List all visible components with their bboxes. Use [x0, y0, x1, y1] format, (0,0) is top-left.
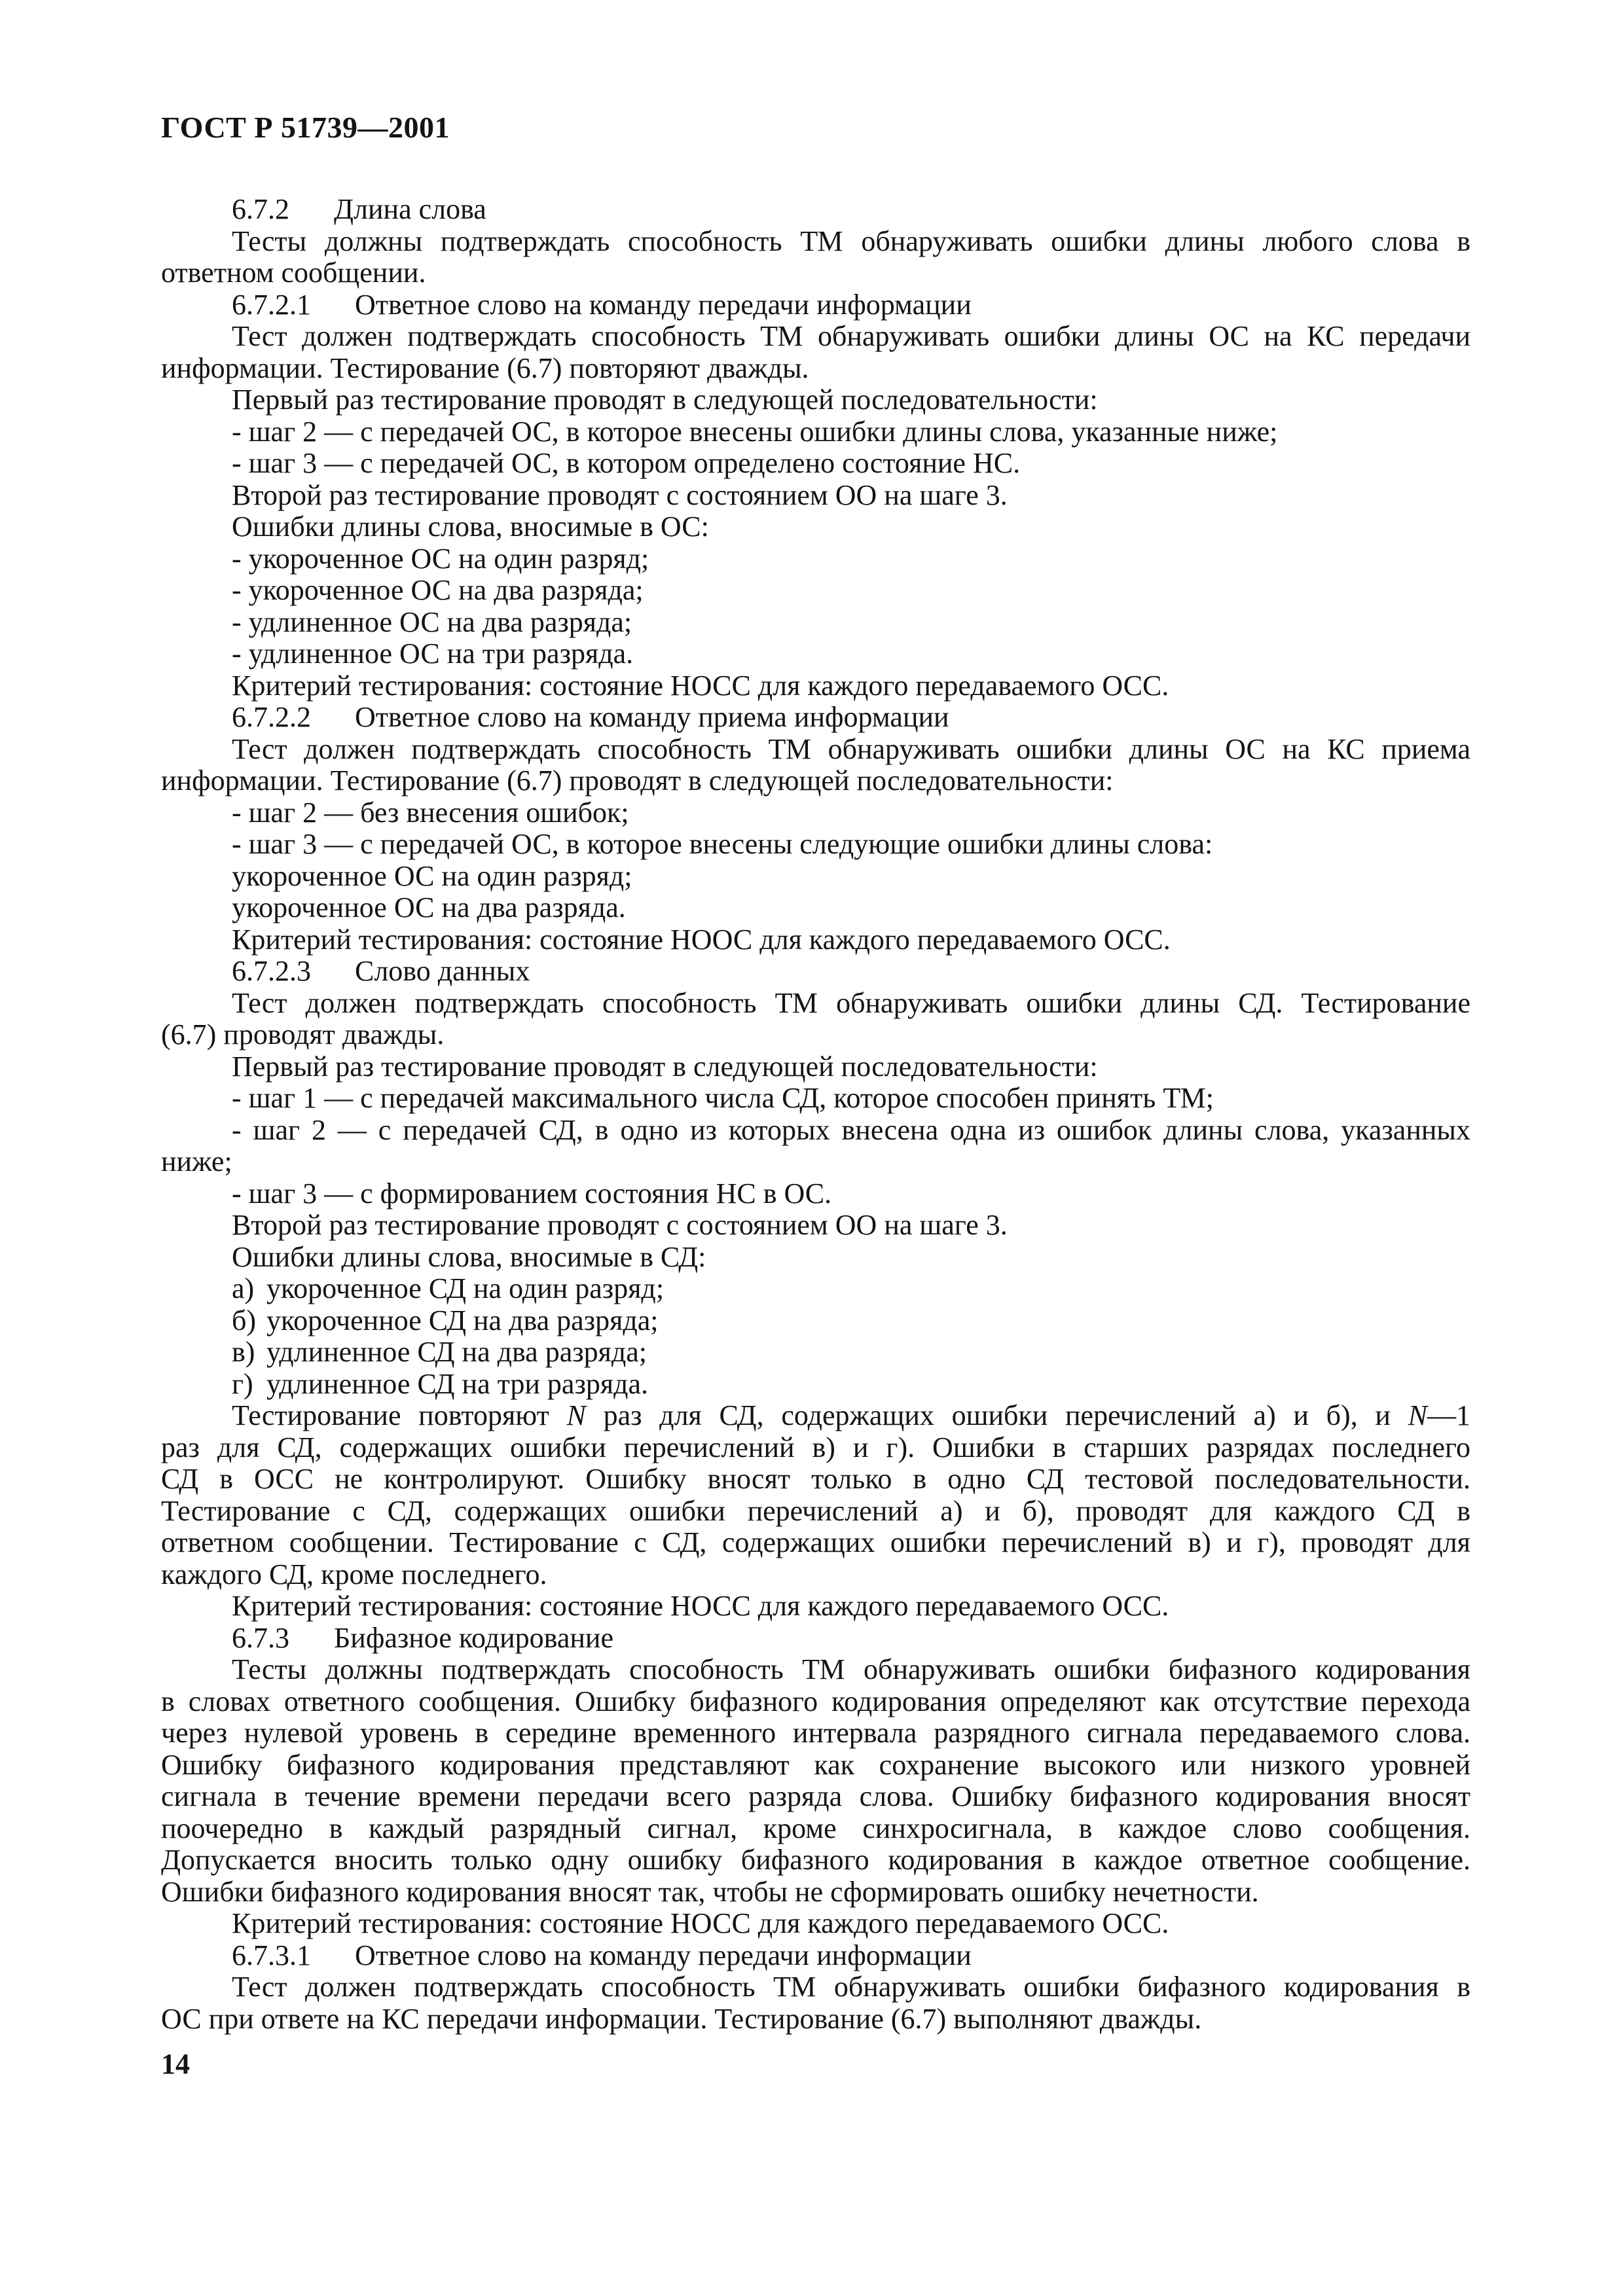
list-item: ниже; [161, 1145, 232, 1177]
list-item: - шаг 1 — с передачей максимального числа СД, которое способен принять ТМ; [232, 1082, 1214, 1114]
paragraph-line: Первый раз тестирование проводят в следующей последовательности: [232, 1050, 1098, 1083]
paragraph-line: Первый раз тестирование проводят в следующей последовательности: [232, 384, 1098, 416]
paragraph-line: Тест должен подтверждать способность ТМ обнаруживать ошибки длины ОС на КС приема [232, 732, 1470, 765]
list-item: - удлиненное ОС на два разряда; [232, 605, 632, 638]
subsection-heading: 6.7.2.2 Ответное слово на команду приема информации [232, 701, 949, 733]
paragraph-line: Тесты должны подтверждать способность ТМ обнаруживать ошибки бифазного кодирования [232, 1653, 1470, 1685]
list-item: укороченное ОС на один разряд; [232, 859, 632, 892]
document-header: ГОСТ Р 51739—2001 [161, 111, 450, 144]
list-item: - укороченное ОС на один разряд; [232, 542, 649, 575]
page-number: 14 [161, 2048, 190, 2080]
list-item: - шаг 2 — с передачей СД, в одно из которых внесена одна из ошибок длины слова, указанных [232, 1113, 1470, 1146]
paragraph-line: СД в ОСС не контролируют. Ошибку вносят только в одно СД тестовой последовательности. [161, 1463, 1470, 1495]
paragraph-line: ответном сообщении. [161, 257, 426, 289]
subsection-heading: 6.7.2.1 Ответное слово на команду передачи информации [232, 288, 972, 321]
paragraph-line: информации. Тестирование (6.7) повторяют дважды. [161, 351, 809, 384]
paragraph-line: сигнала в течение времени передачи всего разряда слова. Ошибку бифазного кодирования вносят [161, 1780, 1470, 1812]
paragraph-line: Второй раз тестирование проводят с состоянием ОО на шаге 3. [232, 1209, 1008, 1241]
section-heading: 6.7.2 Длина слова [232, 193, 486, 225]
subsection-heading: 6.7.3.1 Ответное слово на команду передачи информации [232, 1939, 972, 1971]
paragraph-line: ответном сообщении. Тестирование с СД, содержащих ошибки перечислений в) и г), проводят для [161, 1526, 1470, 1558]
list-item: а) укороченное СД на один разряд; [232, 1272, 665, 1304]
list-item: б) укороченное СД на два разряда; [232, 1304, 659, 1336]
paragraph-line: Ошибки длины слова, вносимые в ОС: [232, 511, 709, 543]
list-item: - укороченное ОС на два разряда; [232, 574, 644, 606]
section-heading: 6.7.3 Бифазное кодирование [232, 1621, 614, 1654]
paragraph-line: Тестирование повторяют N раз для СД, содержащих ошибки перечислений а) и б), и N—1 [232, 1399, 1471, 1431]
paragraph-line: раз для СД, содержащих ошибки перечислений в) и г). Ошибки в старших разрядах последнего [161, 1431, 1470, 1463]
list-item: - удлиненное ОС на три разряда. [232, 637, 634, 670]
paragraph-line: ОС при ответе на КС передачи информации. Тестирование (6.7) выполняют дважды. [161, 2002, 1202, 2035]
paragraph-line: информации. Тестирование (6.7) проводят в следующей последовательности: [161, 764, 1114, 797]
list-item: - шаг 2 — без внесения ошибок; [232, 796, 629, 829]
criterion-line: Критерий тестирования: состояние НОСС для каждого передаваемого ОСС. [232, 669, 1169, 702]
list-item: в) удлиненное СД на два разряда; [232, 1336, 647, 1368]
paragraph-line: Тест должен подтверждать способность ТМ обнаруживать ошибки бифазного кодирования в [232, 1971, 1470, 2003]
criterion-line: Критерий тестирования: состояние НООС для каждого передаваемого ОСС. [232, 923, 1171, 956]
subsection-heading: 6.7.2.3 Слово данных [232, 955, 530, 987]
paragraph-line: Тест должен подтверждать способность ТМ обнаруживать ошибки длины ОС на КС передачи [232, 320, 1470, 352]
document-body [161, 194, 1470, 2035]
paragraph-line: Тестирование с СД, содержащих ошибки перечислений а) и б), проводят для каждого СД в [161, 1494, 1470, 1527]
paragraph-line: Второй раз тестирование проводят с состоянием ОО на шаге 3. [232, 478, 1008, 511]
paragraph-line: Ошибку бифазного кодирования представляют как сохранение высокого или низкого уровней [161, 1748, 1470, 1781]
list-item: г) удлиненное СД на три разряда. [232, 1367, 648, 1400]
paragraph-line: Тесты должны подтверждать способность ТМ обнаруживать ошибки длины любого слова в [232, 224, 1470, 257]
list-item: - шаг 3 — с передачей ОС, в котором определено состояние НС. [232, 447, 1021, 479]
paragraph-line: каждого СД, кроме последнего. [161, 1558, 547, 1590]
list-item: - шаг 3 — с передачей ОС, в которое внесены следующие ошибки длины слова: [232, 828, 1213, 860]
criterion-line: Критерий тестирования: состояние НОСС для каждого передаваемого ОСС. [232, 1907, 1169, 1939]
criterion-line: Критерий тестирования: состояние НОСС для каждого передаваемого ОСС. [232, 1590, 1169, 1622]
paragraph-line: Ошибки бифазного кодирования вносят так, чтобы не сформировать ошибку нечетности. [161, 1875, 1259, 1908]
paragraph-line: (6.7) проводят дважды. [161, 1018, 445, 1050]
list-item: - шаг 3 — с формированием состояния НС в ОС. [232, 1177, 832, 1210]
list-item: укороченное ОС на два разряда. [232, 891, 626, 924]
paragraph-line: Ошибки длины слова, вносимые в СД: [232, 1240, 706, 1273]
paragraph-line: Допускается вносить только одну ошибку бифазного кодирования в каждое ответное сообщение. [161, 1844, 1470, 1876]
paragraph-line: Тест должен подтверждать способность ТМ обнаруживать ошибки длины СД. Тестирование [232, 986, 1470, 1019]
list-item: - шаг 2 — с передачей ОС, в которое внесены ошибки длины слова, указанные ниже; [232, 415, 1278, 448]
paragraph-line: поочередно в каждый разрядный сигнал, кроме синхросигнала, в каждое слово сообщения. [161, 1812, 1470, 1844]
paragraph-line: в словах ответного сообщения. Ошибку бифазного кодирования определяют как отсутствие перехода [161, 1685, 1470, 1717]
paragraph-line: через нулевой уровень в середине временного интервала разрядного сигнала передаваемого слова. [161, 1717, 1470, 1749]
